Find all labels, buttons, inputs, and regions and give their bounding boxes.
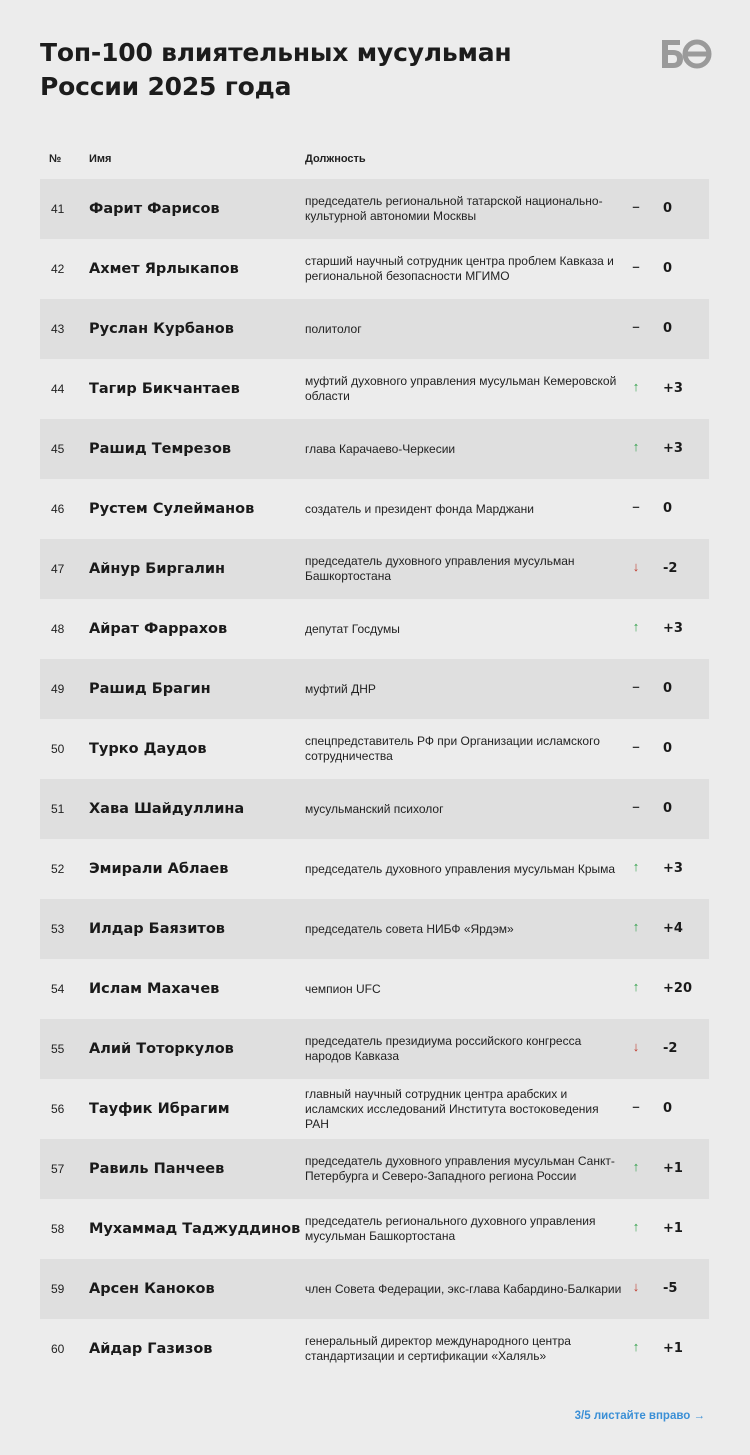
rank-change: +1: [663, 1341, 683, 1356]
table-row: [40, 779, 709, 839]
table-row: [40, 1019, 709, 1079]
rank-number: 45: [51, 442, 65, 456]
table-row: [40, 1079, 709, 1139]
rank-change: +1: [663, 1221, 683, 1236]
trend-up-icon: ↑: [632, 1159, 640, 1174]
table-row: [40, 179, 709, 239]
person-position: чемпион UFC: [305, 981, 381, 996]
trend-down-icon: ↓: [632, 1279, 640, 1294]
person-name: Турко Даудов: [89, 741, 207, 757]
rank-number: 59: [51, 1282, 65, 1296]
person-position: муфтий духовного управления мусульман Кемеровской области: [305, 374, 617, 403]
ranking-table: [40, 179, 709, 1379]
person-position: депутат Госдумы: [305, 621, 400, 636]
rank-number: 54: [51, 982, 65, 996]
person-name: Айдар Газизов: [89, 1341, 213, 1357]
person-position: политолог: [305, 321, 362, 336]
trend-same-icon: –: [632, 679, 640, 694]
trend-up-icon: ↑: [632, 439, 640, 454]
person-name: Эмирали Аблаев: [89, 861, 229, 877]
person-position: генеральный директор международного центра стандартизации и сертификации «Халяль»: [305, 1334, 571, 1363]
table-row: [40, 299, 709, 359]
rank-number: 53: [51, 922, 65, 936]
trend-up-icon: ↑: [632, 859, 640, 874]
rank-number: 47: [51, 562, 65, 576]
person-name: Тауфик Ибрагим: [89, 1101, 230, 1117]
table-row: [40, 539, 709, 599]
rank-change: 0: [663, 501, 673, 516]
trend-down-icon: ↓: [632, 559, 640, 574]
person-name: Айрат Фаррахов: [89, 621, 228, 637]
person-name: Ислам Махачев: [89, 981, 220, 997]
rank-change: 0: [663, 321, 673, 336]
person-name: Рустем Сулейманов: [89, 501, 255, 517]
page-title: Топ-100 влиятельных мусульман России 2025 года: [40, 38, 512, 101]
rank-change: -5: [663, 1281, 678, 1296]
rank-number: 43: [51, 322, 65, 336]
person-position: председатель президиума российского конгресса народов Кавказа: [305, 1034, 582, 1063]
rank-number: 51: [51, 802, 65, 816]
person-position: член Совета Федерации, экс-глава Кабардино-Балкарии: [305, 1281, 622, 1296]
person-name: Рашид Брагин: [89, 681, 211, 697]
rank-change: +1: [663, 1161, 683, 1176]
table-row: [40, 1199, 709, 1259]
person-name: Айнур Биргалин: [89, 561, 226, 577]
rank-number: 56: [51, 1102, 65, 1116]
rank-number: 57: [51, 1162, 65, 1176]
table-row: [40, 419, 709, 479]
rank-number: 49: [51, 682, 65, 696]
table-row: [40, 1139, 709, 1199]
rank-number: 48: [51, 622, 65, 636]
next-page-link[interactable]: 3/5 листайте вправо →: [574, 1410, 705, 1422]
trend-same-icon: –: [632, 1099, 640, 1114]
rank-change: +20: [663, 981, 692, 996]
trend-same-icon: –: [632, 739, 640, 754]
person-name: Ахмет Ярлыкапов: [89, 261, 239, 277]
table-row: [40, 479, 709, 539]
rank-change: 0: [663, 741, 673, 756]
person-name: Арсен Каноков: [89, 1281, 215, 1297]
rank-number: 58: [51, 1222, 65, 1236]
rank-number: 50: [51, 742, 65, 756]
trend-up-icon: ↑: [632, 1339, 640, 1354]
trend-same-icon: –: [632, 799, 640, 814]
table-row: [40, 1259, 709, 1319]
trend-same-icon: –: [632, 319, 640, 334]
person-position: старший научный сотрудник центра проблем Кавказа и региональной безопасности МГИМО: [305, 254, 614, 283]
trend-same-icon: –: [632, 259, 640, 274]
rank-number: 42: [51, 262, 65, 276]
person-position: муфтий ДНР: [305, 681, 376, 696]
person-position: главный научный сотрудник центра арабских и исламских исследований Института востоковедения РАН: [305, 1086, 599, 1131]
person-position: председатель духовного управления мусульман Санкт-Петербурга и Северо-Западного региона России: [305, 1154, 615, 1183]
rank-change: -2: [663, 561, 678, 576]
rank-change: 0: [663, 261, 673, 276]
rank-number: 55: [51, 1042, 65, 1056]
person-name: Руслан Курбанов: [89, 321, 234, 337]
rank-change: 0: [663, 1101, 673, 1116]
rank-change: 0: [663, 201, 673, 216]
rank-change: +3: [663, 621, 683, 636]
person-name: Равиль Панчеев: [89, 1161, 225, 1177]
person-position: спецпредставитель РФ при Организации исламского сотрудничества: [305, 734, 600, 763]
rank-number: 46: [51, 502, 65, 516]
person-position: председатель регионального духовного управления мусульман Башкортостана: [305, 1214, 596, 1243]
rank-change: +4: [663, 921, 683, 936]
person-name: Фарит Фарисов: [89, 201, 220, 217]
table-header: [40, 150, 709, 170]
trend-same-icon: –: [632, 499, 640, 514]
person-name: Алий Тоторкулов: [89, 1041, 234, 1057]
rank-change: -2: [663, 1041, 678, 1056]
table-row: [40, 599, 709, 659]
rank-number: 52: [51, 862, 65, 876]
trend-up-icon: ↑: [632, 379, 640, 394]
table-row: [40, 1319, 709, 1379]
table-row: [40, 659, 709, 719]
rank-change: +3: [663, 861, 683, 876]
person-name: Хава Шайдуллина: [89, 801, 245, 817]
table-row: [40, 959, 709, 1019]
table-row: [40, 239, 709, 299]
person-position: председатель региональной татарской национально-культурной автономии Москвы: [305, 194, 603, 223]
column-header-position: Должность: [305, 153, 366, 165]
trend-down-icon: ↓: [632, 1039, 640, 1054]
person-position: председатель духовного управления мусульман Крыма: [305, 861, 616, 876]
rank-number: 41: [51, 202, 65, 216]
person-name: Илдар Баязитов: [89, 921, 225, 937]
table-row: [40, 839, 709, 899]
person-position: мусульманский психолог: [305, 801, 444, 816]
person-name: Тагир Бикчантаев: [89, 381, 240, 397]
rank-number: 60: [51, 1342, 65, 1356]
column-header-num: №: [49, 153, 62, 165]
rank-change: +3: [663, 381, 683, 396]
column-header-name: Имя: [89, 153, 112, 165]
rank-change: 0: [663, 801, 673, 816]
person-position: глава Карачаево-Черкесии: [305, 441, 456, 456]
person-name: Мухаммад Таджуддинов: [89, 1221, 301, 1237]
trend-up-icon: ↑: [632, 919, 640, 934]
rank-number: 44: [51, 382, 65, 396]
person-position: председатель духовного управления мусульман Башкортостана: [305, 554, 575, 583]
person-position: председатель совета НИБФ «Ярдэм»: [305, 921, 514, 936]
trend-same-icon: –: [632, 199, 640, 214]
trend-up-icon: ↑: [632, 1219, 640, 1234]
table-row: [40, 359, 709, 419]
bo-logo-icon: [660, 38, 712, 70]
table-row: [40, 719, 709, 779]
table-row: [40, 899, 709, 959]
rank-change: +3: [663, 441, 683, 456]
rank-change: 0: [663, 681, 673, 696]
person-name: Рашид Темрезов: [89, 441, 232, 457]
trend-up-icon: ↑: [632, 979, 640, 994]
person-position: создатель и президент фонда Марджани: [305, 501, 534, 516]
trend-up-icon: ↑: [632, 619, 640, 634]
